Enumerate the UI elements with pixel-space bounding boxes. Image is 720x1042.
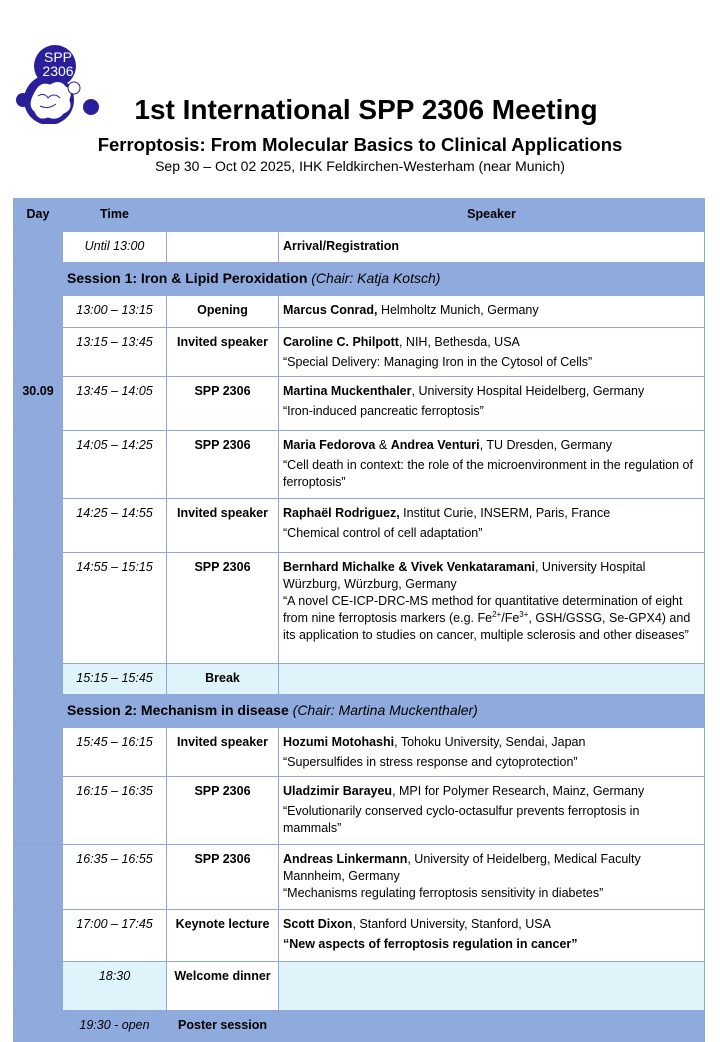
session-2-chair: (Chair: Martina Muckenthaler) [292,702,478,718]
time-cell: 15:45 – 16:15 [63,728,167,777]
day-cell [14,431,63,499]
day-cell [14,728,63,777]
session-row [14,263,705,296]
speaker-cell [279,1011,705,1042]
logo-text-2: 2306 [42,63,74,79]
speaker-cell [279,664,705,695]
time-cell: 16:15 – 16:35 [63,777,167,845]
table-row [14,553,705,664]
speaker-cell: Maria Fedorova & Andrea Venturi, TU Dresden, Germany “Cell death in context: the role of the microenvironment in the regulation of ferroptosis” [279,431,705,499]
type-cell: Invited speaker [167,728,279,777]
day-cell [14,296,63,328]
col-header-speaker: Speaker [279,199,705,232]
speaker-cell: Raphaël Rodriguez, Institut Curie, INSERM, Paris, France “Chemical control of cell adaptation” [279,499,705,553]
type-cell: SPP 2306 [167,553,279,664]
time-cell: 13:15 – 13:45 [63,328,167,377]
page-subtitle: Ferroptosis: From Molecular Basics to Clinical Applications [97,134,623,155]
speaker-cell: Caroline C. Philpott, NIH, Bethesda, USA “Special Delivery: Managing Iron in the Cytosol of Cells” [279,328,705,377]
speaker-cell [279,962,705,1011]
type-cell: Invited speaker [167,328,279,377]
speaker-cell: Uladzimir Barayeu, MPI for Polymer Research, Mainz, Germany “Evolutionarily conserved cyclo-octasulfur prevents ferroptosis in mammals” [279,777,705,845]
time-cell: 14:55 – 15:15 [63,553,167,664]
logo-text-1: SPP [43,49,73,65]
time-cell: 19:30 - open [63,1011,167,1042]
type-cell: SPP 2306 [167,845,279,910]
time-cell: 13:00 – 13:15 [63,296,167,328]
session-row [14,695,705,728]
day-cell [14,499,63,553]
type-cell [167,232,279,263]
type-cell: Poster session [167,1011,279,1042]
day-label: 30.09 [14,377,63,431]
table-row [14,910,705,962]
type-cell: Welcome dinner [167,962,279,1011]
time-cell: 15:15 – 15:45 [63,664,167,695]
table-row [14,328,705,377]
time-cell: 16:35 – 16:55 [63,845,167,910]
page-title: 1st International SPP 2306 Meeting [134,94,598,125]
col-header-day: Day [14,199,63,232]
time-cell: Until 13:00 [63,232,167,263]
time-cell: 18:30 [63,962,167,1011]
time-cell: 14:05 – 14:25 [63,431,167,499]
table-row [14,499,705,553]
date-venue: Sep 30 – Oct 02 2025, IHK Feldkirchen-Westerham (near Munich) [155,158,565,174]
dinner-row [14,962,705,1011]
type-cell: SPP 2306 [167,777,279,845]
session-1-title: Session 1: Iron & Lipid Peroxidation (Chair: Katja Kotsch) [63,263,705,296]
col-header-type [167,199,279,232]
day-cell [14,910,63,962]
table-row [14,728,705,777]
session-2-title: Session 2: Mechanism in disease (Chair: Martina Muckenthaler) [63,695,705,728]
day-cell [14,695,63,728]
arrival-cell: Arrival/Registration [279,232,705,263]
speaker-cell: Hozumi Motohashi, Tohoku University, Sendai, Japan “Supersulfides in stress response and cytoprotection” [279,728,705,777]
type-cell: Break [167,664,279,695]
day-cell [14,664,63,695]
time-cell: 13:45 – 14:05 [63,377,167,431]
speaker-cell: Marcus Conrad, Helmholtz Munich, Germany [279,296,705,328]
type-cell: Invited speaker [167,499,279,553]
poster-row [14,1011,705,1042]
table-header-row [14,199,705,232]
speaker-cell: Bernhard Michalke & Vivek Venkataramani, University Hospital Würzburg, Würzburg, Germany “A novel CE-ICP-DRC-MS method for quantitative determination of eight from nine ferroptosis markers (e.g. $Fe^{2+}/Fe^{3+}$, GSH/GSSG, Se-GPX4) and its application to studies on cancer, multiple sclerosis and other diseases” [279,553,705,664]
table-row [14,431,705,499]
day-cell [14,263,63,296]
table-row [14,296,705,328]
session-1-chair: (Chair: Katja Kotsch) [311,270,441,286]
type-cell: Keynote lecture [167,910,279,962]
table-row [14,377,705,431]
speaker-cell: Scott Dixon, Stanford University, Stanford, USA “New aspects of ferroptosis regulation in cancer” [279,910,705,962]
day-cell [14,962,63,1011]
col-header-time: Time [63,199,167,232]
program-table [13,198,705,1042]
day-cell [14,1011,63,1042]
day-cell [14,232,63,263]
day-cell [14,777,63,845]
table-row [14,232,705,263]
day-cell [14,553,63,664]
speaker-cell: Andreas Linkermann, University of Heidelberg, Medical Faculty Mannheim, Germany “Mechanisms regulating ferroptosis sensitivity in diabetes” [279,845,705,910]
table-row [14,777,705,845]
day-cell [14,845,63,910]
speaker-cell: Martina Muckenthaler, University Hospital Heidelberg, Germany “Iron-induced pancreatic ferroptosis” [279,377,705,431]
type-cell: SPP 2306 [167,431,279,499]
time-cell: 17:00 – 17:45 [63,910,167,962]
type-cell: SPP 2306 [167,377,279,431]
time-cell: 14:25 – 14:55 [63,499,167,553]
table-row [14,845,705,910]
break-row [14,664,705,695]
day-cell [14,328,63,377]
type-cell: Opening [167,296,279,328]
